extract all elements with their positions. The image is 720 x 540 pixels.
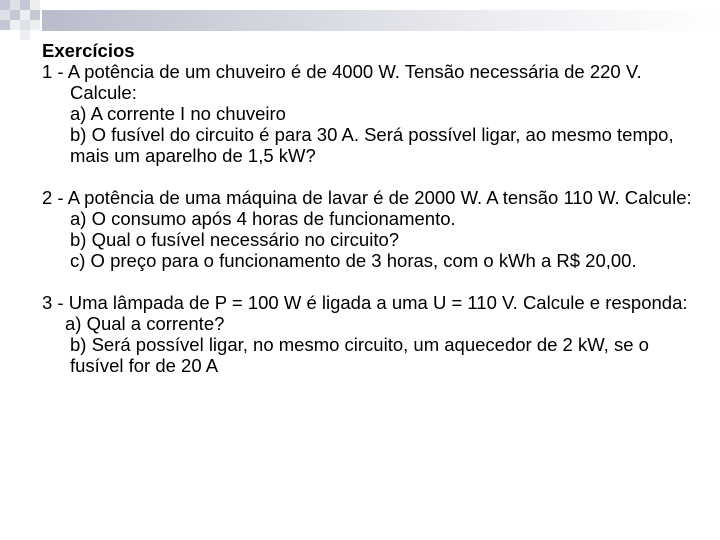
deco-square bbox=[20, 20, 30, 30]
deco-square bbox=[30, 0, 40, 10]
deco-square bbox=[10, 20, 20, 30]
question-item: b) O fusível do circuito é para 30 A. Será possível ligar, ao mesmo tempo, mais um aparelho de 1,5 kW? bbox=[70, 124, 674, 166]
question-text: 1 - A potência de um chuveiro é de 4000 W. Tensão necessária de 220 V. Calcule: bbox=[42, 61, 642, 103]
header-gradient-band bbox=[42, 10, 720, 31]
spacer bbox=[42, 271, 702, 292]
spacer bbox=[42, 166, 702, 187]
deco-square bbox=[10, 10, 20, 20]
question-text: 3 - Uma lâmpada de P = 100 W é ligada a uma U = 110 V. Calcule e responda: bbox=[42, 292, 688, 313]
deco-square bbox=[30, 20, 40, 30]
question-item: a) O consumo após 4 horas de funcionamento. bbox=[70, 208, 456, 229]
deco-square bbox=[30, 10, 40, 20]
question-item: c) O preço para o funcionamento de 3 horas, com o kWh a R$ 20,00. bbox=[70, 250, 637, 271]
deco-square bbox=[20, 0, 30, 10]
question-1 bbox=[42, 61, 702, 166]
slide-content bbox=[42, 40, 702, 376]
deco-square bbox=[10, 0, 20, 10]
deco-square bbox=[0, 10, 10, 20]
deco-square bbox=[20, 10, 30, 20]
question-item: a) A corrente I no chuveiro bbox=[70, 103, 286, 124]
slide-title: Exercícios bbox=[42, 40, 135, 61]
question-text: 2 - A potência de uma máquina de lavar é de 2000 W. A tensão 110 W. Calcule: bbox=[42, 187, 692, 208]
deco-square bbox=[20, 30, 30, 40]
question-item: b) Será possível ligar, no mesmo circuito, um aquecedor de 2 kW, se o fusível for de 20 A bbox=[70, 334, 649, 376]
deco-square bbox=[0, 20, 10, 30]
question-item: b) Qual o fusível necessário no circuito? bbox=[70, 229, 400, 250]
question-2 bbox=[42, 187, 702, 271]
question-3 bbox=[42, 292, 702, 376]
deco-square bbox=[0, 0, 10, 10]
question-item: a) Qual a corrente? bbox=[65, 313, 225, 334]
